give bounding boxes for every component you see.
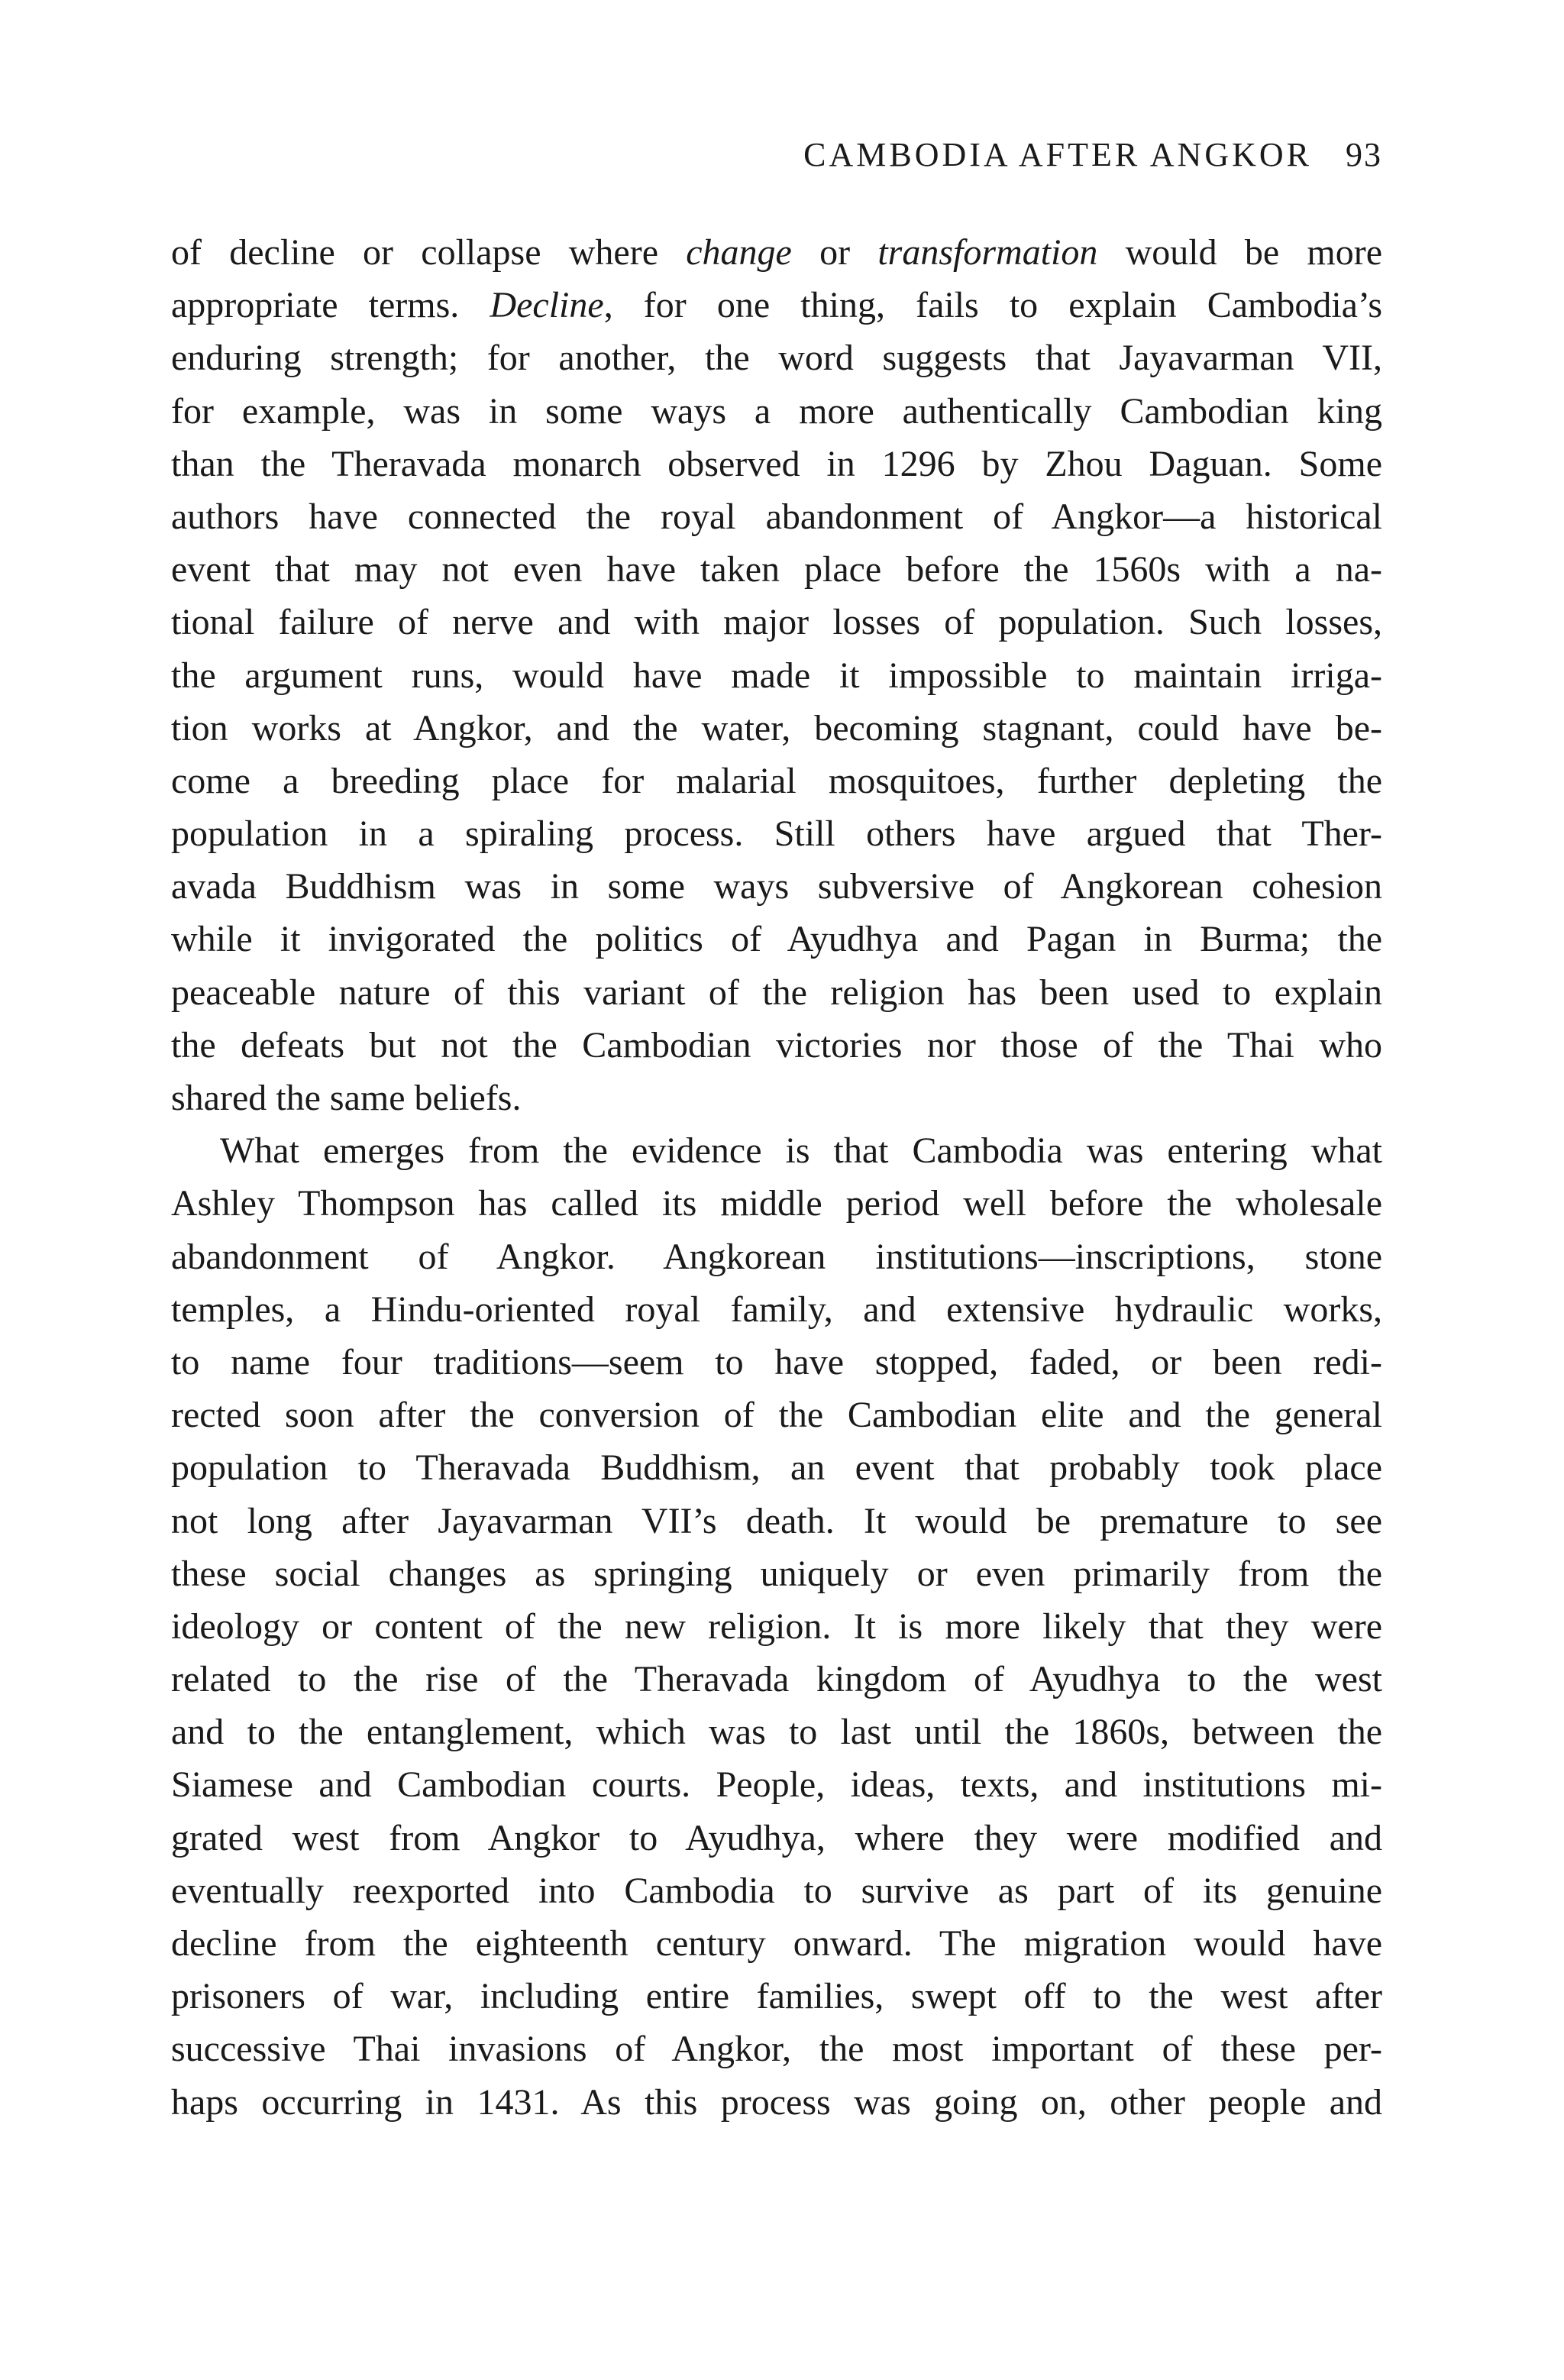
text-line: and to the entanglement, which was to last until the 1860s, between the xyxy=(171,1712,1382,1753)
text-line: abandonment of Angkor. Angkorean institutions—inscriptions, stone xyxy=(171,1236,1382,1277)
text-line: for example, was in some ways a more authentically Cambodian king xyxy=(171,390,1382,432)
italic-term: change xyxy=(686,232,792,273)
text-line: What emerges from the evidence is that Cambodia was entering what xyxy=(220,1130,1382,1172)
text-line: successive Thai invasions of Angkor, the most important of these per- xyxy=(171,2029,1382,2070)
page-number: 93 xyxy=(1346,136,1382,173)
paragraph-1 xyxy=(171,226,1382,1124)
italic-term: Decline xyxy=(490,285,604,326)
text-line: come a breeding place for malarial mosquitoes, further depleting the xyxy=(171,760,1382,801)
running-head xyxy=(171,128,1382,182)
running-title: CAMBODIA AFTER ANGKOR xyxy=(803,136,1312,173)
text-line: tion works at Angkor, and the water, becoming stagnant, could have be- xyxy=(171,707,1382,749)
paragraph-2 xyxy=(171,1124,1382,2129)
text-line: eventually reexported into Cambodia to survive as part of its genuine xyxy=(171,1870,1382,1911)
text-line: shared the same beliefs. xyxy=(171,1078,522,1118)
text-line: population in a spiraling process. Still others have argued that Ther- xyxy=(171,813,1382,855)
text-line: not long after Jayavarman VII’s death. It would be premature to see xyxy=(171,1500,1382,1541)
text-line: ideology or content of the new religion. It is more likely that they were xyxy=(171,1606,1382,1647)
text-line: tional failure of nerve and with major losses of population. Such losses, xyxy=(171,602,1382,643)
body-text xyxy=(171,226,1382,2129)
text-line: prisoners of war, including entire families, swept off to the west after xyxy=(171,1976,1382,2017)
text-line: related to the rise of the Theravada kingdom of Ayudhya to the west xyxy=(171,1659,1382,1700)
text-line: event that may not even have taken place before the 1560s with a na- xyxy=(171,549,1382,590)
text-line: peaceable nature of this variant of the religion has been used to explain xyxy=(171,972,1382,1013)
text-line: Ashley Thompson has called its middle period well before the wholesale xyxy=(171,1183,1382,1224)
text-line: appropriate terms. Decline, for one thing, fails to explain Cambodia’s xyxy=(171,285,1383,326)
text-line: population to Theravada Buddhism, an event that probably took place xyxy=(171,1447,1382,1489)
text-line: of decline or collapse where change or transformation would be more xyxy=(171,232,1382,273)
text-line: Siamese and Cambodian courts. People, ideas, texts, and institutions mi- xyxy=(171,1764,1382,1806)
text-line: haps occurring in 1431. As this process was going on, other people and xyxy=(171,2081,1382,2123)
text-line: authors have connected the royal abandonment of Angkor—a historical xyxy=(171,496,1382,537)
text-line: the argument runs, would have made it impossible to maintain irriga- xyxy=(171,655,1382,696)
text-line: grated west from Angkor to Ayudhya, where they were modified and xyxy=(171,1817,1382,1858)
text-line: enduring strength; for another, the word suggests that Jayavarman VII, xyxy=(171,338,1382,379)
text-line: these social changes as springing uniquely or even primarily from the xyxy=(171,1553,1382,1594)
text-line: while it invigorated the politics of Ayudhya and Pagan in Burma; the xyxy=(171,919,1382,960)
text-line: decline from the eighteenth century onward. The migration would have xyxy=(171,1923,1382,1964)
text-line: temples, a Hindu-oriented royal family, and extensive hydraulic works, xyxy=(171,1289,1382,1330)
italic-term: transformation xyxy=(877,232,1098,273)
text-line: rected soon after the conversion of the Cambodian elite and the general xyxy=(171,1395,1382,1436)
text-line: the defeats but not the Cambodian victories nor those of the Thai who xyxy=(171,1024,1382,1066)
text-line: to name four traditions—seem to have stopped, faded, or been redi- xyxy=(171,1341,1382,1382)
text-line: than the Theravada monarch observed in 1296 by Zhou Daguan. Some xyxy=(171,443,1382,484)
text-line: avada Buddhism was in some ways subversive of Angkorean cohesion xyxy=(171,866,1382,907)
